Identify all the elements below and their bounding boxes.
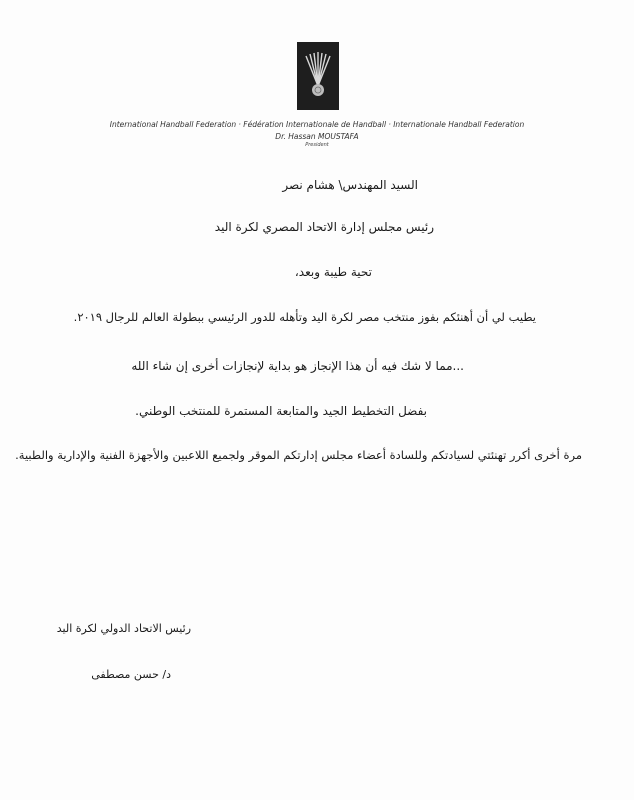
president-title: President xyxy=(305,142,329,148)
paragraph-3: بفضل التخطيط الجيد والمتابعة المستمرة للمنتخب الوطني. xyxy=(135,404,427,418)
paragraph-2: ...مما لا شك فيه أن هذا الإنجاز هو بداية لإنجازات أخرى إن شاء الله xyxy=(131,359,464,373)
signature-name: د/ حسن مصطفى xyxy=(91,668,171,681)
paragraph-1: يطيب لي أن أهنئكم بفوز منتخب مصر لكرة اليد وتأهله للدور الرئيسي ببطولة العالم للرجال ٢٠١٩. xyxy=(73,310,536,324)
paragraph-4: مرة أخرى أكرر تهنئتي لسيادتكم وللسادة أعضاء مجلس إدارتكم الموقر ولجميع اللاعبين والأجهزة الفنية والإدارية والطبية. xyxy=(15,448,582,462)
ihf-emblem-icon xyxy=(297,42,339,110)
signature-title: رئيس الاتحاد الدولي لكرة اليد xyxy=(56,622,191,635)
greeting: تحية طيبة وبعد، xyxy=(294,265,372,279)
federation-line: International Handball Federation · Fédération Internationale de Handball · Internationale Handball Federation xyxy=(109,120,525,129)
president-name: Dr. Hassan MOUSTAFA xyxy=(275,132,359,141)
recipient-name: السيد المهندس\ هشام نصر xyxy=(282,178,418,192)
recipient-title: رئيس مجلس إدارة الاتحاد المصري لكرة اليد xyxy=(214,220,434,234)
